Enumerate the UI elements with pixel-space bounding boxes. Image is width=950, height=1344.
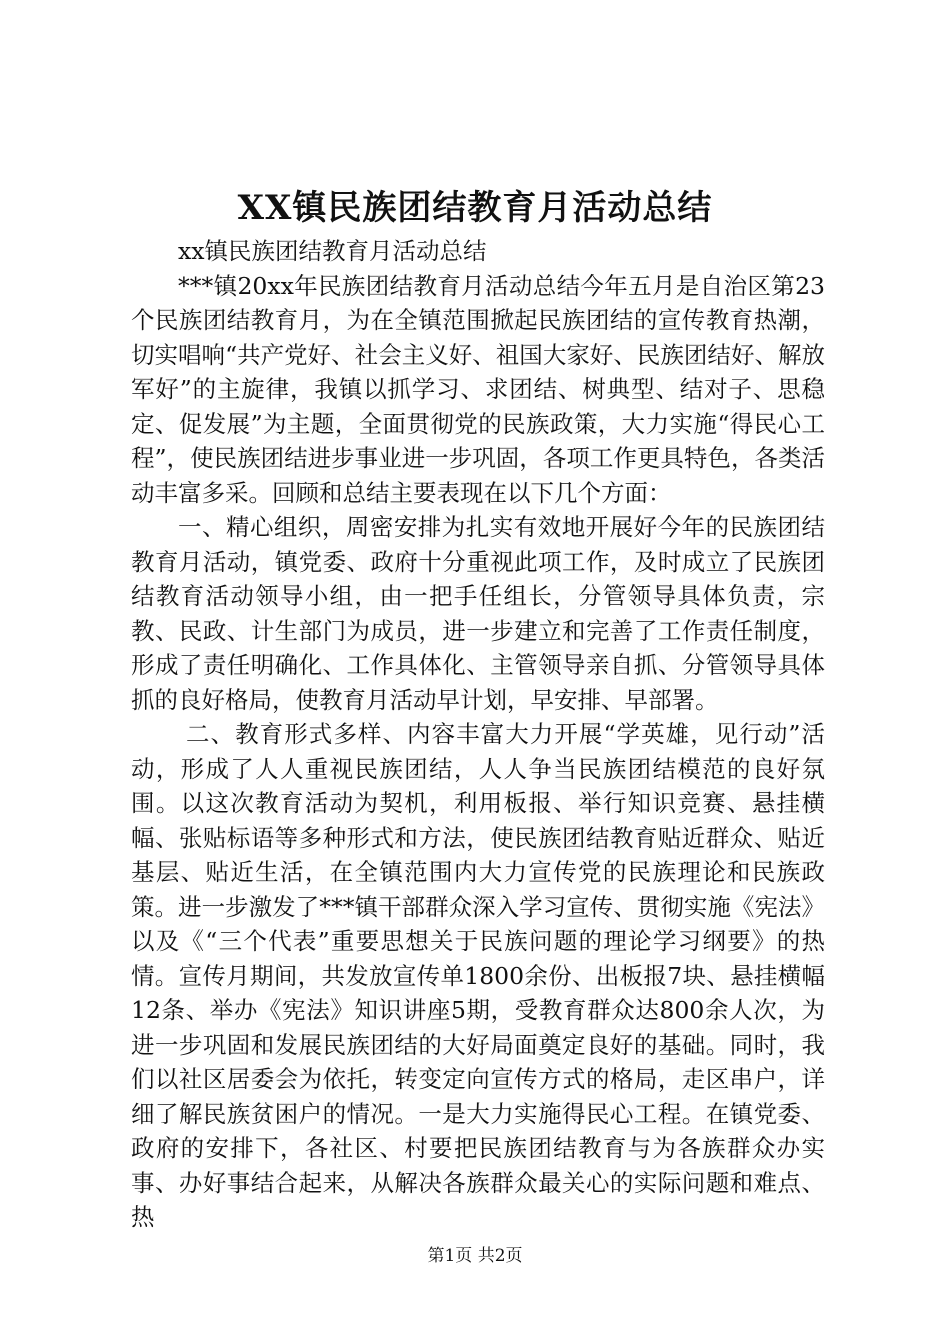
document-body [131,234,825,1235]
section-two-paragraph: 二、教育形式多样、内容丰富大力开展“学英雄，见行动”活动，形成了人人重视民族团结，人人争当民族团结模范的良好氛围。以这次教育活动为契机，利用板报、举行知识竞赛、悬挂横幅、张贴标语等多种形式和方法，使民族团结教育贴近群众、贴近基层、贴近生活，在全镇范围内大力宣传党的民族理论和民族政策。进一步激发了***镇干部群众深入学习宣传、贯彻实施《宪法》以及《“三个代表”重要思想关于民族问题的理论学习纲要》的热情。宣传月期间，共发放宣传单1800余份、出板报7块、悬挂横幅12条、举办《宪法》知识讲座5期，受教育群众达800余人次，为进一步巩固和发展民族团结的大好局面奠定良好的基础。同时，我们以社区居委会为依托，转变定向宣传方式的格局，走区串户，详细了解民族贫困户的情况。一是大力实施得民心工程。在镇党委、政府的安排下，各社区、村要把民族团结教育与为各族群众办实事、办好事结合起来，从解决各族群众最关心的实际问题和难点、热 [131,720,825,1231]
page-number-footer: 第1页 共2页 [427,1246,523,1266]
section-one-paragraph: 一、精心组织，周密安排为扎实有效地开展好今年的民族团结教育月活动，镇党委、政府十分重视此项工作，及时成立了民族团结教育活动领导小组，由一把手任组长，分管领导具体负责，宗教、民政、计生部门为成员，进一步建立和完善了工作责任制度，形成了责任明确化、工作具体化、主管领导亲自抓、分管领导具体抓的良好格局，使教育月活动早计划，早安排、早部署。 [131,513,825,714]
subtitle-paragraph: xx镇民族团结教育月活动总结 [178,237,487,265]
intro-paragraph: ***镇20xx年民族团结教育月活动总结今年五月是自治区第23个民族团结教育月，为在全镇范围掀起民族团结的宣传教育热潮，切实唱响“共产党好、社会主义好、祖国大家好、民族团结好、解放军好”的主旋律，我镇以抓学习、求团结、树典型、结对子、思稳定、促发展”为主题，全面贯彻党的民族政策，大力实施“得民心工程”，使民族团结进步事业进一步巩固，各项工作更具特色，各类活动丰富多采。回顾和总结主要表现在以下几个方面： [131,271,825,507]
document-title: XX镇民族团结教育月活动总结 [237,188,713,228]
